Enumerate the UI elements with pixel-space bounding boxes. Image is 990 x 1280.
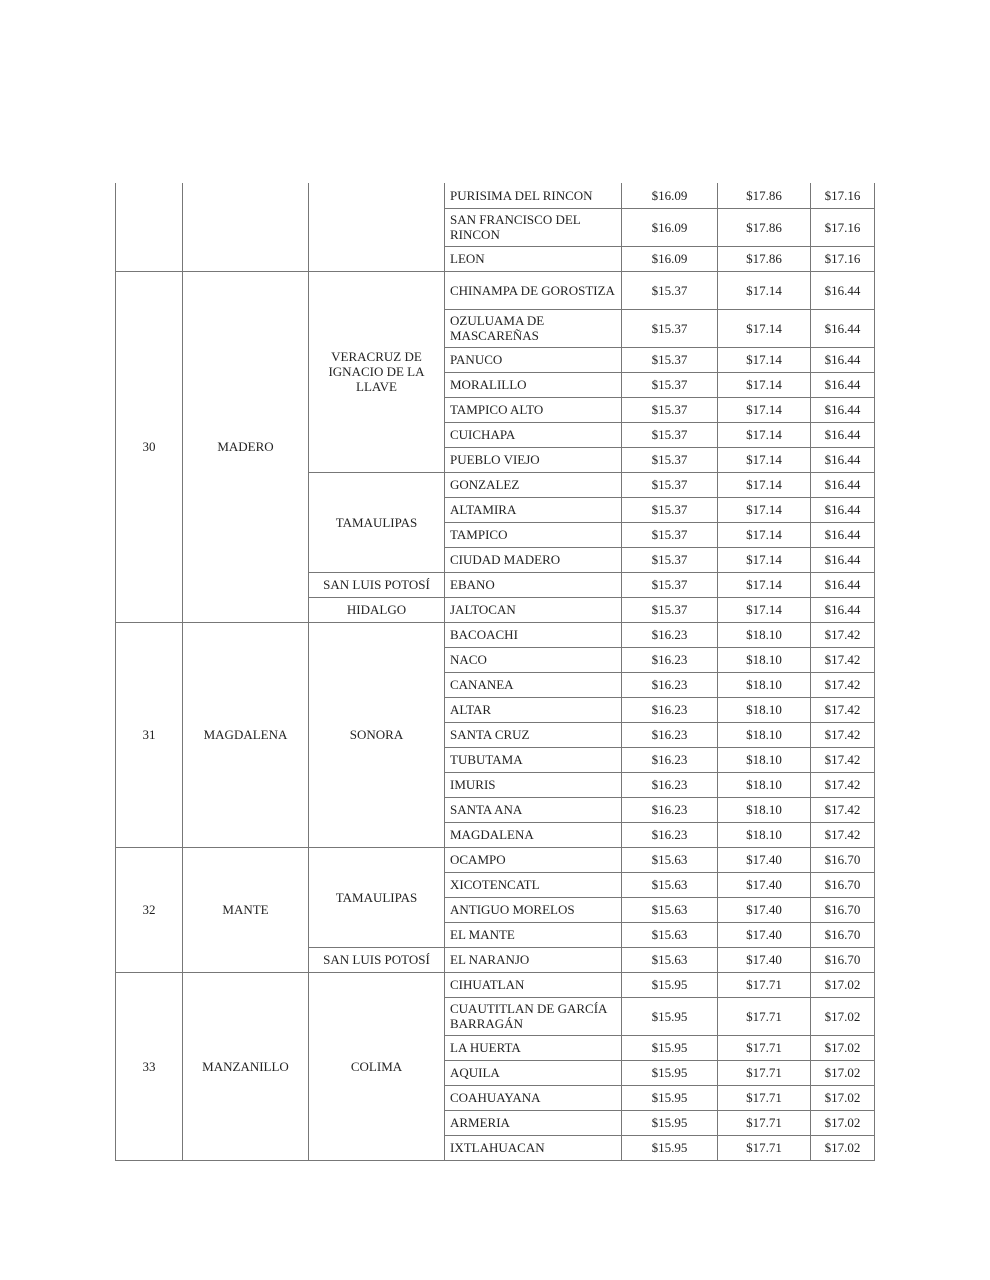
state-cell: TAMAULIPAS (309, 847, 445, 947)
municipality-cell: ANTIGUO MORELOS (445, 897, 622, 922)
table-row (116, 622, 875, 647)
value-2-cell: $18.10 (718, 697, 811, 722)
municipality-cell: LEON (445, 246, 622, 271)
table-row (116, 183, 875, 208)
value-3-cell: $16.70 (811, 947, 875, 972)
value-1-cell: $15.95 (622, 972, 718, 997)
state-cell: COLIMA (309, 972, 445, 1160)
municipality-cell: CHINAMPA DE GOROSTIZA (445, 271, 622, 309)
value-1-cell: $16.23 (622, 672, 718, 697)
value-3-cell: $17.02 (811, 1085, 875, 1110)
value-2-cell: $17.14 (718, 309, 811, 347)
value-2-cell: $18.10 (718, 622, 811, 647)
value-3-cell: $16.70 (811, 847, 875, 872)
municipality-cell: ARMERIA (445, 1110, 622, 1135)
value-1-cell: $15.37 (622, 447, 718, 472)
value-3-cell: $16.44 (811, 447, 875, 472)
value-1-cell: $15.37 (622, 309, 718, 347)
table-body (116, 183, 875, 1160)
municipality-cell: TAMPICO (445, 522, 622, 547)
table-row (116, 847, 875, 872)
value-1-cell: $15.63 (622, 847, 718, 872)
value-2-cell: $17.86 (718, 183, 811, 208)
value-1-cell: $15.37 (622, 372, 718, 397)
municipality-cell: OCAMPO (445, 847, 622, 872)
value-2-cell: $17.14 (718, 397, 811, 422)
municipality-cell: SANTA CRUZ (445, 722, 622, 747)
value-1-cell: $16.23 (622, 822, 718, 847)
value-1-cell: $15.37 (622, 547, 718, 572)
value-3-cell: $16.70 (811, 897, 875, 922)
value-2-cell: $18.10 (718, 747, 811, 772)
value-1-cell: $16.23 (622, 622, 718, 647)
state-cell: SAN LUIS POTOSÍ (309, 947, 445, 972)
municipality-cell: XICOTENCATL (445, 872, 622, 897)
value-3-cell: $16.44 (811, 547, 875, 572)
group-number-cell (116, 183, 183, 271)
value-1-cell: $15.37 (622, 597, 718, 622)
value-2-cell: $18.10 (718, 822, 811, 847)
value-3-cell: $16.44 (811, 347, 875, 372)
value-1-cell: $15.37 (622, 422, 718, 447)
state-cell: SONORA (309, 622, 445, 847)
value-2-cell: $17.86 (718, 246, 811, 271)
value-1-cell: $15.37 (622, 497, 718, 522)
state-cell: HIDALGO (309, 597, 445, 622)
municipality-cell: EL NARANJO (445, 947, 622, 972)
value-2-cell: $17.14 (718, 522, 811, 547)
value-1-cell: $15.63 (622, 872, 718, 897)
value-3-cell: $17.42 (811, 797, 875, 822)
city-cell: MADERO (183, 271, 309, 622)
value-2-cell: $17.14 (718, 372, 811, 397)
value-2-cell: $17.40 (718, 897, 811, 922)
value-3-cell: $16.44 (811, 309, 875, 347)
city-cell: MANZANILLO (183, 972, 309, 1160)
municipality-cell: NACO (445, 647, 622, 672)
state-cell: VERACRUZ DE IGNACIO DE LA LLAVE (309, 271, 445, 472)
value-3-cell: $16.44 (811, 572, 875, 597)
value-3-cell: $16.44 (811, 472, 875, 497)
municipality-cell: IMURIS (445, 772, 622, 797)
value-3-cell: $17.02 (811, 997, 875, 1035)
value-3-cell: $16.44 (811, 522, 875, 547)
value-2-cell: $18.10 (718, 797, 811, 822)
value-2-cell: $17.71 (718, 1135, 811, 1160)
municipality-cell: CANANEA (445, 672, 622, 697)
value-2-cell: $17.14 (718, 597, 811, 622)
value-1-cell: $15.37 (622, 271, 718, 309)
municipality-cell: TAMPICO ALTO (445, 397, 622, 422)
value-2-cell: $18.10 (718, 772, 811, 797)
value-2-cell: $18.10 (718, 722, 811, 747)
value-1-cell: $15.37 (622, 347, 718, 372)
value-2-cell: $17.14 (718, 497, 811, 522)
value-1-cell: $16.09 (622, 183, 718, 208)
value-2-cell: $17.40 (718, 922, 811, 947)
city-cell: MAGDALENA (183, 622, 309, 847)
value-1-cell: $15.63 (622, 922, 718, 947)
city-cell: MANTE (183, 847, 309, 972)
municipality-cell: LA HUERTA (445, 1035, 622, 1060)
value-1-cell: $15.95 (622, 1035, 718, 1060)
value-1-cell: $16.09 (622, 246, 718, 271)
state-cell (309, 183, 445, 271)
municipality-cell: PURISIMA DEL RINCON (445, 183, 622, 208)
value-3-cell: $16.70 (811, 922, 875, 947)
value-2-cell: $17.71 (718, 972, 811, 997)
municipality-cell: MORALILLO (445, 372, 622, 397)
value-1-cell: $16.23 (622, 697, 718, 722)
value-2-cell: $17.40 (718, 947, 811, 972)
value-1-cell: $16.23 (622, 722, 718, 747)
municipality-cell: CUAUTITLAN DE GARCÍA BARRAGÁN (445, 997, 622, 1035)
value-3-cell: $17.42 (811, 822, 875, 847)
value-3-cell: $16.44 (811, 597, 875, 622)
value-2-cell: $17.71 (718, 1035, 811, 1060)
value-1-cell: $15.37 (622, 472, 718, 497)
value-1-cell: $15.95 (622, 1085, 718, 1110)
value-1-cell: $16.23 (622, 647, 718, 672)
value-2-cell: $17.14 (718, 422, 811, 447)
value-1-cell: $15.95 (622, 1135, 718, 1160)
value-3-cell: $17.02 (811, 1035, 875, 1060)
municipality-cell: SAN FRANCISCO DEL RINCON (445, 208, 622, 246)
value-2-cell: $18.10 (718, 672, 811, 697)
value-1-cell: $16.23 (622, 747, 718, 772)
value-2-cell: $17.71 (718, 1110, 811, 1135)
value-3-cell: $17.42 (811, 747, 875, 772)
value-1-cell: $15.37 (622, 397, 718, 422)
value-1-cell: $15.95 (622, 1110, 718, 1135)
value-2-cell: $17.40 (718, 872, 811, 897)
municipality-cell: EBANO (445, 572, 622, 597)
group-number-cell: 31 (116, 622, 183, 847)
value-3-cell: $16.44 (811, 271, 875, 309)
value-2-cell: $17.14 (718, 347, 811, 372)
municipality-cell: SANTA ANA (445, 797, 622, 822)
municipality-cell: COAHUAYANA (445, 1085, 622, 1110)
value-3-cell: $17.42 (811, 647, 875, 672)
value-3-cell: $16.44 (811, 372, 875, 397)
municipality-cell: BACOACHI (445, 622, 622, 647)
value-3-cell: $17.02 (811, 1060, 875, 1085)
value-3-cell: $16.44 (811, 397, 875, 422)
value-2-cell: $17.86 (718, 208, 811, 246)
value-3-cell: $17.16 (811, 208, 875, 246)
group-number-cell: 30 (116, 271, 183, 622)
value-3-cell: $17.02 (811, 1110, 875, 1135)
state-cell: TAMAULIPAS (309, 472, 445, 572)
municipality-cell: JALTOCAN (445, 597, 622, 622)
value-2-cell: $17.14 (718, 472, 811, 497)
value-2-cell: $17.14 (718, 547, 811, 572)
value-1-cell: $16.09 (622, 208, 718, 246)
municipality-cell: OZULUAMA DE MASCAREÑAS (445, 309, 622, 347)
value-3-cell: $17.16 (811, 246, 875, 271)
price-table (115, 183, 875, 1161)
municipality-cell: PUEBLO VIEJO (445, 447, 622, 472)
value-3-cell: $16.44 (811, 497, 875, 522)
municipality-cell: EL MANTE (445, 922, 622, 947)
municipality-cell: CUICHAPA (445, 422, 622, 447)
value-1-cell: $15.95 (622, 1060, 718, 1085)
value-1-cell: $15.63 (622, 947, 718, 972)
value-3-cell: $16.70 (811, 872, 875, 897)
municipality-cell: GONZALEZ (445, 472, 622, 497)
value-3-cell: $17.42 (811, 697, 875, 722)
value-1-cell: $16.23 (622, 772, 718, 797)
value-3-cell: $17.42 (811, 722, 875, 747)
value-3-cell: $17.16 (811, 183, 875, 208)
municipality-cell: ALTAR (445, 697, 622, 722)
group-number-cell: 32 (116, 847, 183, 972)
value-3-cell: $16.44 (811, 422, 875, 447)
municipality-cell: CIUDAD MADERO (445, 547, 622, 572)
value-2-cell: $17.14 (718, 271, 811, 309)
group-number-cell: 33 (116, 972, 183, 1160)
table-row (116, 972, 875, 997)
municipality-cell: IXTLAHUACAN (445, 1135, 622, 1160)
value-2-cell: $17.14 (718, 447, 811, 472)
municipality-cell: AQUILA (445, 1060, 622, 1085)
municipality-cell: MAGDALENA (445, 822, 622, 847)
value-2-cell: $17.40 (718, 847, 811, 872)
value-2-cell: $18.10 (718, 647, 811, 672)
municipality-cell: TUBUTAMA (445, 747, 622, 772)
value-3-cell: $17.42 (811, 772, 875, 797)
value-1-cell: $16.23 (622, 797, 718, 822)
value-2-cell: $17.71 (718, 1085, 811, 1110)
municipality-cell: PANUCO (445, 347, 622, 372)
value-2-cell: $17.71 (718, 1060, 811, 1085)
value-1-cell: $15.95 (622, 997, 718, 1035)
state-cell: SAN LUIS POTOSÍ (309, 572, 445, 597)
value-2-cell: $17.14 (718, 572, 811, 597)
value-1-cell: $15.63 (622, 897, 718, 922)
municipality-cell: CIHUATLAN (445, 972, 622, 997)
value-1-cell: $15.37 (622, 572, 718, 597)
value-3-cell: $17.02 (811, 1135, 875, 1160)
value-3-cell: $17.02 (811, 972, 875, 997)
city-cell (183, 183, 309, 271)
value-3-cell: $17.42 (811, 622, 875, 647)
table-row (116, 271, 875, 309)
municipality-cell: ALTAMIRA (445, 497, 622, 522)
value-1-cell: $15.37 (622, 522, 718, 547)
value-3-cell: $17.42 (811, 672, 875, 697)
value-2-cell: $17.71 (718, 997, 811, 1035)
